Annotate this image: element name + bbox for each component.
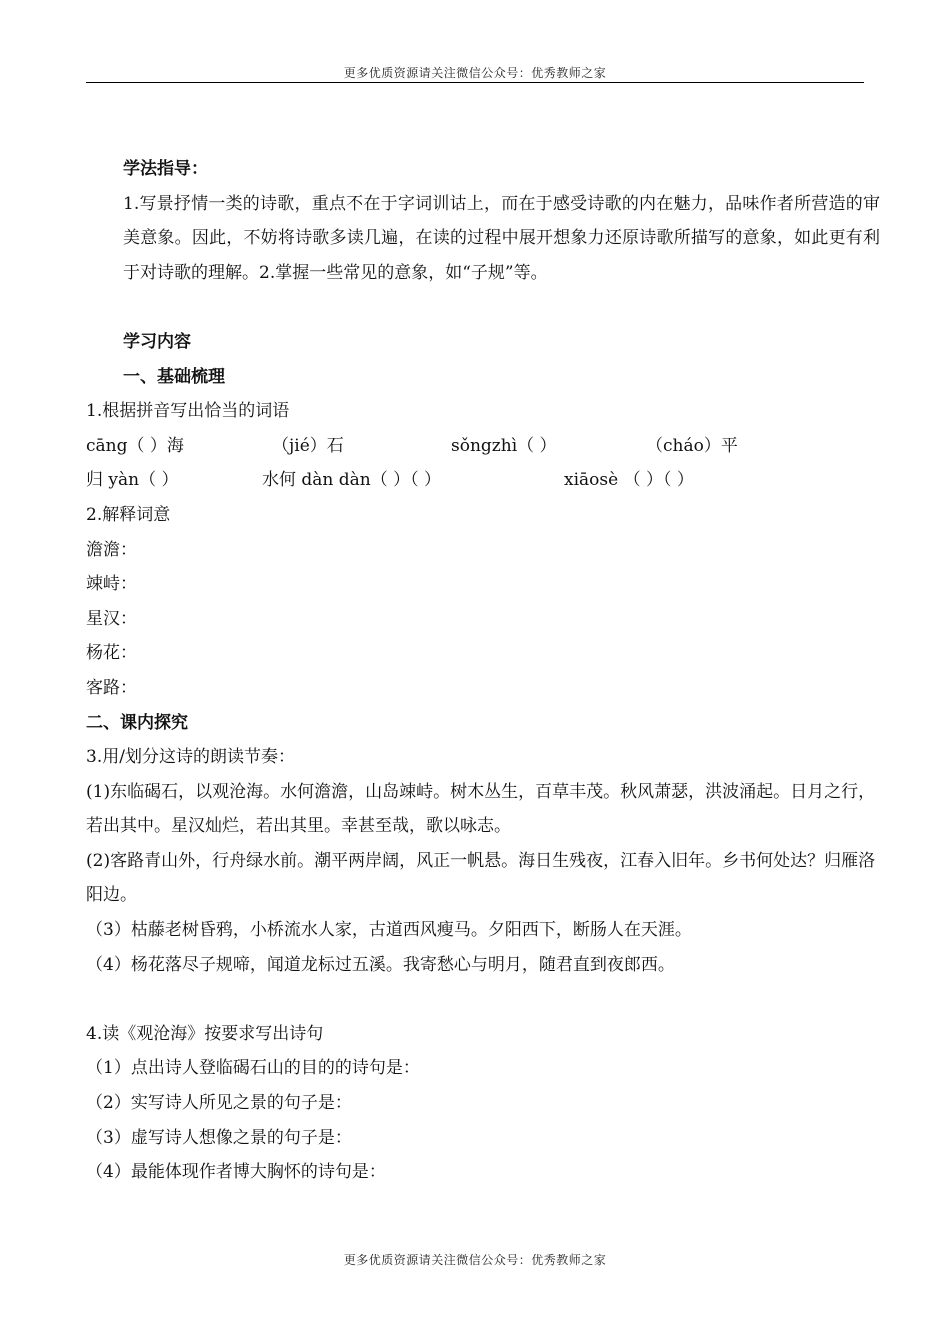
q4-item: （4）最能体现作者博大胸怀的诗句是： [86,1162,386,1183]
rhythm-item: (1)东临碣石，以观沧海。水何澹澹，山岛竦峙。树木丛生，百草丰茂。秋风萧瑟，洪波涌起。日月之行，若出其中。星汉灿烂，若出其里。幸甚至哉，歌以咏志。 [86,781,876,837]
content-heading: 学习内容 [123,331,191,352]
spacer [86,982,880,1017]
pinyin-item: （jié）石 [272,435,344,456]
q4-item: （1）点出诗人登临碣石山的目的的诗句是： [86,1058,420,1079]
pinyin-item: （cháo）平 [646,435,738,456]
rhythm-item: (2)客路青山外，行舟绿水前。潮平两岸阔，风正一帆悬。海日生残夜，江春入旧年。乡书何处达？归雁洛阳边。 [86,850,876,906]
rhythm-item: （3）枯藤老树昏鸦，小桥流水人家，古道西风瘦马。夕阳西下，断肠人在天涯。 [86,920,692,941]
section-inquiry-heading: 二、课内探究 [86,712,188,733]
page-footer: 更多优质资源请关注微信公众号：优秀教师之家 [343,1253,607,1267]
term-item: 竦峙： [86,574,137,595]
method-paragraph: 1.写景抒情一类的诗歌，重点不在于字词训诂上，而在于感受诗歌的内在魅力，品味作者所营造的审美意象。因此，不妨将诗歌多读几遍，在读的过程中展开想象力还原诗歌所描写的意象，如此更有利于对诗歌的理解。2.掌握一些常见的意象，如“子规”等。 [123,193,880,283]
term-item: 星汉： [86,608,137,629]
question-3: 3.用/划分这诗的朗读节奏： [86,747,295,768]
pinyin-row-2 [86,463,880,498]
section-basics-heading: 一、基础梳理 [123,366,225,387]
document-body [86,152,880,1190]
question-1: 1.根据拼音写出恰当的词语 [86,401,290,422]
page-header: 更多优质资源请关注微信公众号：优秀教师之家 [343,66,607,80]
question-2: 2.解释词意 [86,504,171,525]
question-4: 4.读《观沧海》按要求写出诗句 [86,1023,324,1044]
term-item: 澹澹： [86,539,137,560]
pinyin-item: cāng（ ）海 [86,435,184,456]
pinyin-item: xiāosè （ ）（ ） [564,470,694,491]
term-item: 客路： [86,677,137,698]
pinyin-row-1 [86,429,880,464]
q4-item: （3）虚写诗人想像之景的句子是： [86,1127,352,1148]
q4-item: （2）实写诗人所见之景的句子是： [86,1093,352,1114]
spacer [86,290,880,325]
method-heading: 学法指导： [123,159,208,179]
pinyin-item: sǒngzhì（ ） [451,435,557,456]
pinyin-item: 归 yàn（ ） [86,470,179,491]
header-divider [86,82,864,83]
term-item: 杨花： [86,643,137,664]
rhythm-item: （4）杨花落尽子规啼，闻道龙标过五溪。我寄愁心与明月，随君直到夜郎西。 [86,954,675,975]
pinyin-item: 水何 dàn dàn（ ）（ ） [262,470,442,491]
